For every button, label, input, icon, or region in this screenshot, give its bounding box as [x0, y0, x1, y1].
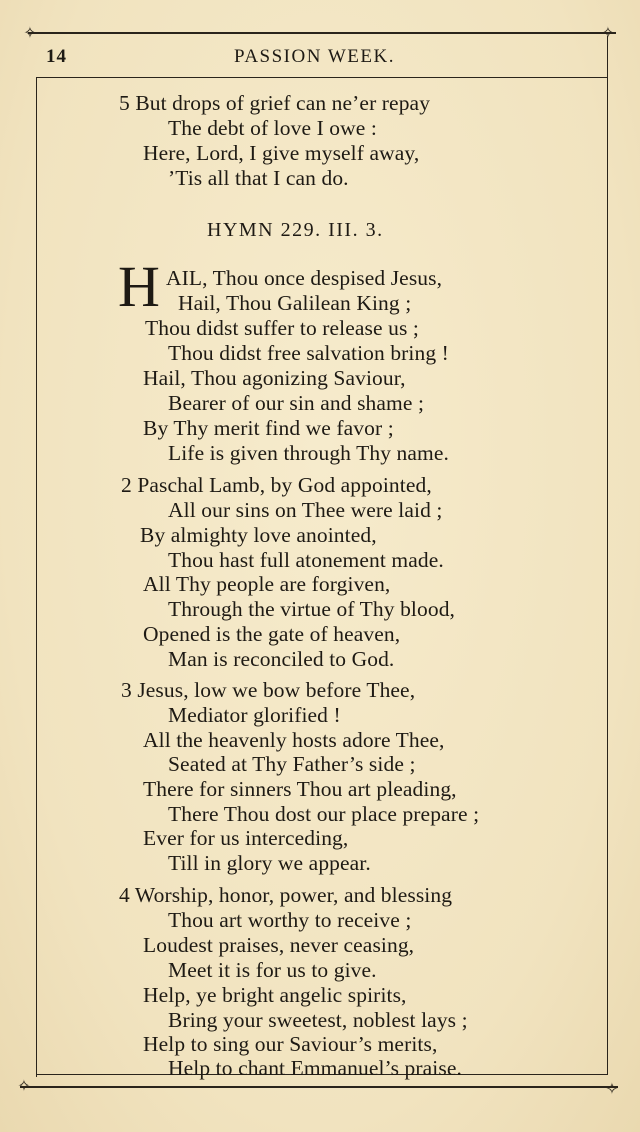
verse-line: All the heavenly hosts adore Thee, [143, 728, 445, 752]
verse-line: Hail, Thou agonizing Saviour, [143, 366, 406, 390]
corner-ornament-icon: ✧ [23, 25, 37, 42]
verse-line: Bearer of our sin and shame ; [168, 391, 425, 415]
verse-line: All our sins on Thee were laid ; [168, 498, 443, 522]
hymn-heading: HYMN 229. III. 3. [207, 219, 384, 241]
page-number: 14 [46, 46, 67, 67]
verse-line: ’Tis all that I can do. [168, 166, 349, 190]
verse-line: The debt of love I owe : [168, 116, 377, 140]
verse-line: There for sinners Thou art pleading, [143, 777, 457, 801]
header-rule [36, 77, 608, 78]
verse-line: Thou didst free salvation bring ! [168, 341, 449, 365]
verse-line: Till in glory we appear. [168, 851, 371, 875]
verse-line: Thou hast full atonement made. [168, 548, 444, 572]
verse-line: Through the virtue of Thy blood, [168, 597, 456, 621]
left-border-rule [36, 77, 37, 1077]
verse-line: AIL, Thou once despised Jesus, [166, 266, 443, 290]
bottom-border-rule [20, 1086, 618, 1088]
verse-line: Ever for us interceding, [143, 826, 349, 850]
verse-line: Thou didst suffer to release us ; [145, 316, 419, 340]
verse-line: Thou art worthy to receive ; [168, 908, 412, 932]
verse-line: Help to chant Emmanuel’s praise. [168, 1056, 462, 1080]
verse-line: Seated at Thy Father’s side ; [168, 752, 416, 776]
verse-line: Help to sing our Saviour’s merits, [143, 1032, 438, 1056]
corner-ornament-icon: ✧ [605, 1081, 619, 1098]
verse-line: 4 Worship, honor, power, and blessing [119, 883, 453, 907]
verse-line: Man is reconciled to God. [168, 647, 395, 671]
verse-line: Here, Lord, I give myself away, [143, 141, 420, 165]
corner-ornament-icon: ✧ [601, 25, 615, 42]
verse-line: All Thy people are forgiven, [143, 572, 391, 596]
right-border-rule [607, 36, 608, 1074]
running-head [46, 46, 600, 72]
top-border-rule [28, 32, 616, 34]
verse-line: 3 Jesus, low we bow before Thee, [121, 678, 416, 702]
verse-line: 2 Paschal Lamb, by God appointed, [121, 473, 432, 497]
verse-line: Meet it is for us to give. [168, 958, 377, 982]
running-title: PASSION WEEK. [234, 46, 395, 67]
verse-line: Bring your sweetest, noblest lays ; [168, 1008, 468, 1032]
verse-line: Opened is the gate of heaven, [143, 622, 401, 646]
verse-line: By Thy merit find we favor ; [143, 416, 394, 440]
verse-line: There Thou dost our place prepare ; [168, 802, 480, 826]
verse-line: Mediator glorified ! [168, 703, 341, 727]
verse-line: By almighty love anointed, [140, 523, 377, 547]
corner-ornament-icon: ✧ [17, 1078, 31, 1095]
verse-line: Help, ye bright angelic spirits, [143, 983, 407, 1007]
verse-line: Loudest praises, never ceasing, [143, 933, 415, 957]
verse-line: Hail, Thou Galilean King ; [178, 291, 412, 315]
verse-line: 5 But drops of grief can ne’er repay [119, 91, 431, 115]
verse-line: Life is given through Thy name. [168, 441, 449, 465]
drop-cap: H [118, 254, 160, 319]
